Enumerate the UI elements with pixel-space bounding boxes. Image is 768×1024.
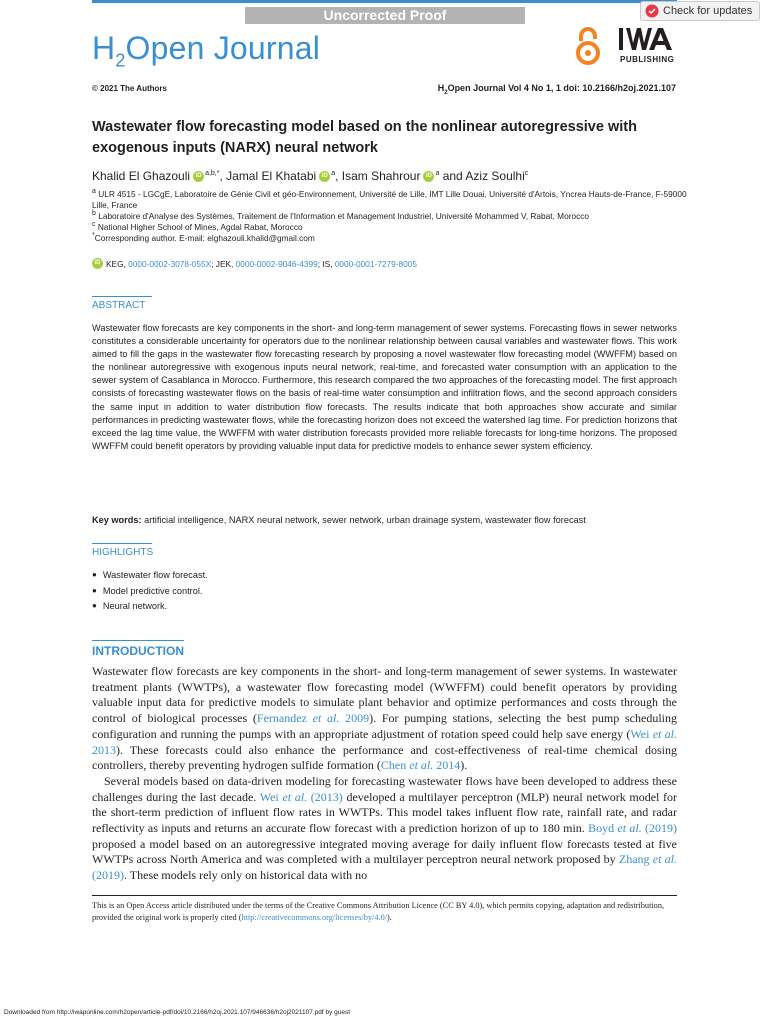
open-access-icon (575, 27, 601, 67)
orcid-icon[interactable]: iD (319, 171, 330, 182)
journal-citation: $H_2Open$ Journal Vol 4 No 1, 1 doi: 10.2166/h2oj.2021.107 (437, 83, 676, 96)
author-name: Jamal El Khatabi (226, 169, 317, 183)
citation-link[interactable]: Fernandez et al. 2009 (256, 711, 370, 726)
publisher-label: PUBLISHING (620, 55, 675, 64)
download-note: Downloaded from http://iwaponline.com/h2open/article-pdf/doi/10.2166/h2oj.2021.107/946636/h2oj2021107.pdf by guest (4, 1009, 351, 1016)
journal-name: $H_2Open$ Journal (92, 30, 321, 71)
top-rule (92, 0, 677, 3)
orcid-icon: iD (92, 258, 103, 269)
copyright: © 2021 The Authors (92, 84, 167, 93)
footnote-rule (92, 895, 677, 896)
orcid-link[interactable]: 0000-0001-7279-8005 (334, 258, 417, 269)
citation-link[interactable]: Boyd et al. (2019) (588, 821, 677, 836)
orcid-link[interactable]: 0000-0002-9046-4399 (235, 258, 318, 269)
affiliation-c: $^c$ National Higher School of Mines, Agdal Rabat, Morocco (92, 221, 303, 232)
introduction-body (92, 664, 677, 884)
abstract-heading: ABSTRACT (92, 300, 145, 311)
highlights-heading: HIGHLIGHTS (92, 547, 153, 558)
author-name: Khalid El Ghazouli (92, 169, 191, 183)
check-updates-icon (645, 4, 659, 18)
author-name: Isam Shahrour (341, 169, 421, 183)
highlights-list (92, 568, 208, 615)
orcid-list: iD KEG, 0000-0002-3078-055X; JEK, 0000-0002-9046-4399; IS, 0000-0001-7279-8005 (92, 258, 417, 269)
citation-link[interactable]: Wei et al. (2013) (259, 789, 343, 804)
introduction-heading: INTRODUCTION (92, 644, 184, 658)
list-item: ● Neural network. (92, 599, 208, 615)
orcid-icon[interactable]: iD (423, 171, 434, 182)
abstract-text: Wastewater flow forecasts are key components in the short- and long-term management of sewer systems. Forecasting flows in sewer networks constitutes a considerable uncertainty for operators due to the nonlinear relationship between causal variables and wastewater flows. This work aimed to fill the gaps in the wastewater flow forecasting research by proposing a novel wastewater flow forecasting model (WWFFM) based on the nonlinear autoregressive with exogenous inputs neural network, real-time, and forecasted water consumption with an application to the sewer system of Casablanca in Morocco. Furthermore, this research compared the two approaches of the forecasting model. The first approach consists of forecasting wastewater flows on the basis of real-time water consumption and infiltration flows, and the second approach considers the same input in addition to water distribution flow forecasts. The results indicate that both approaches show accurate and similar performances in predicting wastewater flows, while the forecasting horizon does not exceed the watershed lag time. For prediction horizons that exceed the lag time value, the WWFFM with water distribution forecasts provided more reliable forecasts for long-time horizons. The proposed WWFFM could benefit operators by providing valuable input data for predictive models to enhance sewer system efficiency. (92, 323, 677, 451)
paragraph: Wastewater flow forecasts are key components in the short- and long-term management of sewer systems. In wastewater treatment plants (WWTPs), a wastewater flow forecasting model (WWFFM) could benefit operators by providing valuable input data for predictive models to simulate plant behavior and optimize performances and costs through the control of biological processes (Fernandez et al. 2009). For pumping stations, selecting the best pump scheduling configuration and running the pumps with an appropriate adjustment of rotation speed could help save energy (Wei et al. 2013). These forecasts could also enhance the performance and cost-effectiveness of real-time chemical dosing controllers, thereby preventing hydrogen sulfide formation (Chen et al. 2014). (92, 664, 678, 773)
orcid-icon[interactable]: iD (193, 171, 204, 182)
paragraph: Several models based on data-driven modeling for forecasting wastewater flows have been developed to address these challenges during the last decade. Wei et al. (2013) developed a multilayer perceptron (MLP) neural network model for the short-term prediction of influent flow rates in WWTPs. This model takes influent flow rate, rainfall rate, and radar reflectivity as inputs and returns an accurate flow forecast with a prediction horizon of up to 180 min. Boyd et al. (2019) proposed a model based on an autoregressive integrated moving average for daily influent flow forecasts tested at five WWTPs across North America and was completed with a multilayer perceptron neural network proposed by Zhang et al. (2019). These models rely only on historical data with no (92, 773, 678, 883)
corresponding-author: *Corresponding author. E-mail: elghazouli.khalid@gmail.com (92, 232, 315, 243)
affiliation-a: $^a$ ULR 4515 - LGCgE, Laboratoire de Génie Civil et géo-Environnement, Université de Lille, IMT Lille Douai, Université d'Artois, Yncrea Hauts-de-France, F-59000 Lille, France (92, 188, 687, 210)
author-name: Aziz Soulhi (465, 169, 525, 183)
affiliation-b: $^b$ Laboratoire d'Analyse des Systèmes, Traitement de l'Information et Management Industriel, Université Mohammed V, Rabat, Morocco (92, 210, 589, 221)
article-title: Wastewater flow forecasting model based on the nonlinear autoregressive with exogenous inputs (NARX) neural network (92, 119, 637, 156)
uncorrected-proof-banner: Uncorrected Proof (245, 7, 525, 24)
check-updates-label: Check for updates (663, 5, 753, 17)
author-list: Khalid El Ghazouli iD $^{a,b,*}$, Jamal El Khatabi iD $^a$, Isam Shahrour iD $^a$ and Aziz Soulhi$^c$ (92, 169, 529, 183)
citation-link[interactable]: Zhang et al. (2019) (92, 852, 678, 883)
keywords: Key words: artificial intelligence, NARX neural network, sewer network, urban drainage system, wastewater flow forecast (92, 515, 586, 525)
list-item: ● Model predictive control. (92, 584, 208, 600)
license-footnote: This is an Open Access article distributed under the terms of the Creative Commons Attribution Licence (CC BY 4.0), which permits copying, adaptation and redistribution, provided the original work is properly cited (http://creativecommons.org/licenses/by/4.0/). (92, 901, 665, 922)
list-item: ● Wastewater flow forecast. (92, 568, 208, 584)
check-for-updates-button[interactable] (640, 1, 760, 21)
citation-link[interactable]: Chen et al. 2014 (380, 758, 461, 773)
citation-link[interactable]: Wei et al. 2013 (92, 726, 677, 757)
license-link[interactable]: http://creativecommons.org/licenses/by/4.0/ (241, 913, 388, 922)
orcid-link[interactable]: 0000-0002-3078-055X (128, 258, 212, 269)
